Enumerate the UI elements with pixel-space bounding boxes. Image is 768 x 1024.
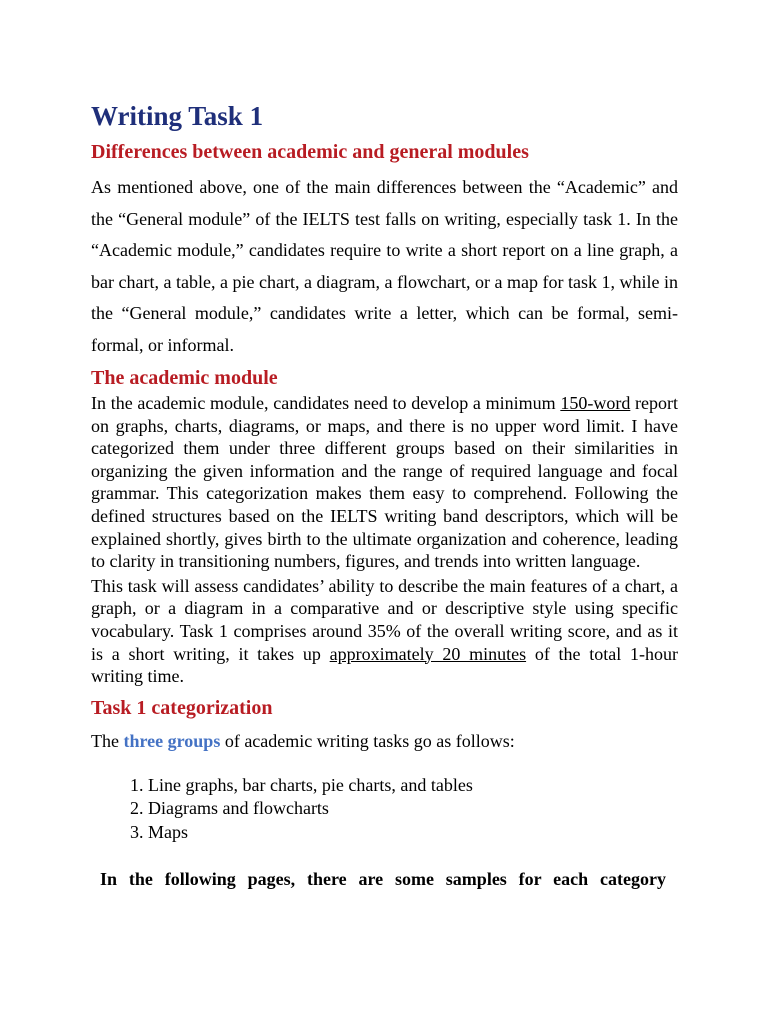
- closing-statement: In the following pages, there are some samples for each category: [100, 869, 666, 890]
- categorization-heading: Task 1 categorization: [91, 696, 273, 719]
- academic-paragraph-1: [91, 392, 678, 573]
- academic-paragraph-2: [91, 575, 678, 688]
- page-title: Writing Task 1: [91, 101, 264, 131]
- differences-heading: Differences between academic and general modules: [91, 141, 529, 163]
- academic-p1-text-end: report on graphs, charts, diagrams, or maps, and there is no upper word limit. I have categorized them under three different groups based on their similarities in organizing the given information and the range of required language and focal grammar. This categorization makes them easy to comprehend. Following the defined structures based on the IELTS writing band descriptors, which will be explained shortly, gives birth to the ultimate organization and coherence, leading to clarity in transitioning numbers, figures, and trends into written language.: [91, 393, 679, 572]
- time-underline: approximately 20 minutes: [329, 643, 527, 664]
- document-page: [91, 98, 678, 892]
- academic-p2-text-start: This task will assess candidates’ ability to describe the main features of a chart, a graph, or a diagram in a comparative and or descriptive style using specific vocabulary. Task 1 comprises around 35% of the overall writing score, and as it is a short writing, it takes up: [91, 575, 678, 664]
- academic-p1-text-start: In the academic module, candidates need to develop a minimum: [91, 393, 561, 413]
- list-item: 3. Maps: [148, 821, 678, 845]
- intro-text-start: The: [91, 730, 124, 751]
- academic-module-heading: The academic module: [91, 367, 278, 389]
- differences-paragraph: As mentioned above, one of the main differences between the “Academic” and the “General module” of the IELTS test falls on writing, especially task 1. In the “Academic module,” candidates require to write a short report on a line graph, a bar chart, a table, a pie chart, a diagram, a flowchart, or a map for task 1, while in the “General module,” candidates write a letter, which can be formal, semi-formal, or informal.: [91, 177, 678, 355]
- list-item: 1. Line graphs, bar charts, pie charts, and tables: [148, 774, 678, 798]
- categorization-intro: [91, 728, 678, 754]
- word-count-underline: 150-word: [560, 393, 631, 413]
- three-groups-highlight: three groups: [123, 730, 221, 751]
- list-item: 2. Diagrams and flowcharts: [148, 797, 678, 821]
- category-list: [91, 774, 678, 845]
- academic-p2-text-end: of the total 1-hour writing time.: [91, 643, 678, 687]
- intro-text-end: of academic writing tasks go as follows:: [220, 730, 515, 751]
